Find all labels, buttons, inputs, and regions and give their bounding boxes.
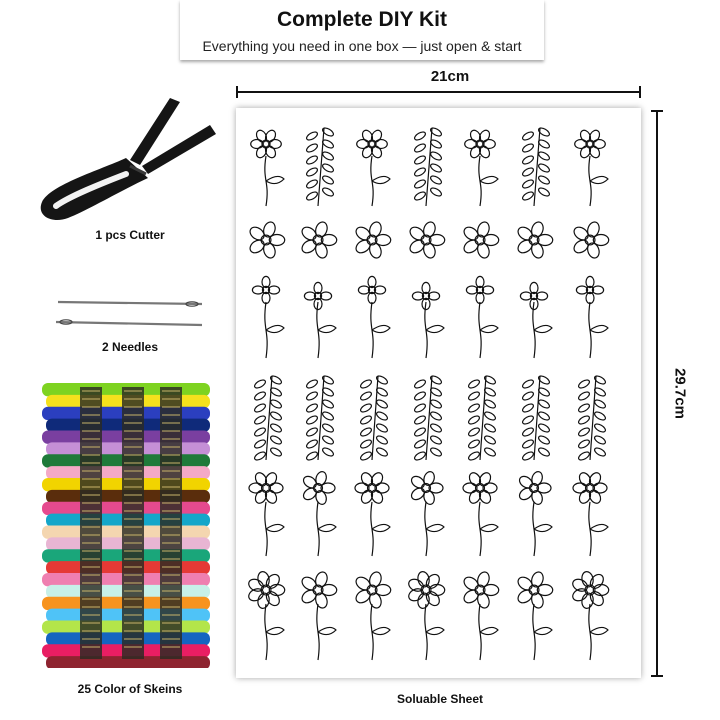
needles-caption: 2 Needles (101, 340, 159, 354)
floral-patterns-illustration (236, 108, 641, 678)
height-dimension-line (656, 110, 658, 677)
skeins-image (40, 383, 215, 668)
soluble-sheet (236, 108, 641, 678)
page-title: Complete DIY Kit (277, 8, 447, 31)
height-dimension-label: 29.7cm (671, 368, 689, 419)
needles-image (52, 294, 212, 334)
page-subtitle: Everything you need in one box — just open & start (202, 38, 522, 54)
cutter-caption: 1 pcs Cutter (95, 228, 165, 242)
sheet-caption: Soluable Sheet (396, 692, 484, 706)
cutter-image (30, 90, 230, 225)
title-card (180, 0, 544, 60)
width-dimension-line (236, 91, 641, 93)
skeins-caption: 25 Color of Skeins (77, 682, 183, 696)
width-dimension-label: 21cm (430, 68, 470, 85)
